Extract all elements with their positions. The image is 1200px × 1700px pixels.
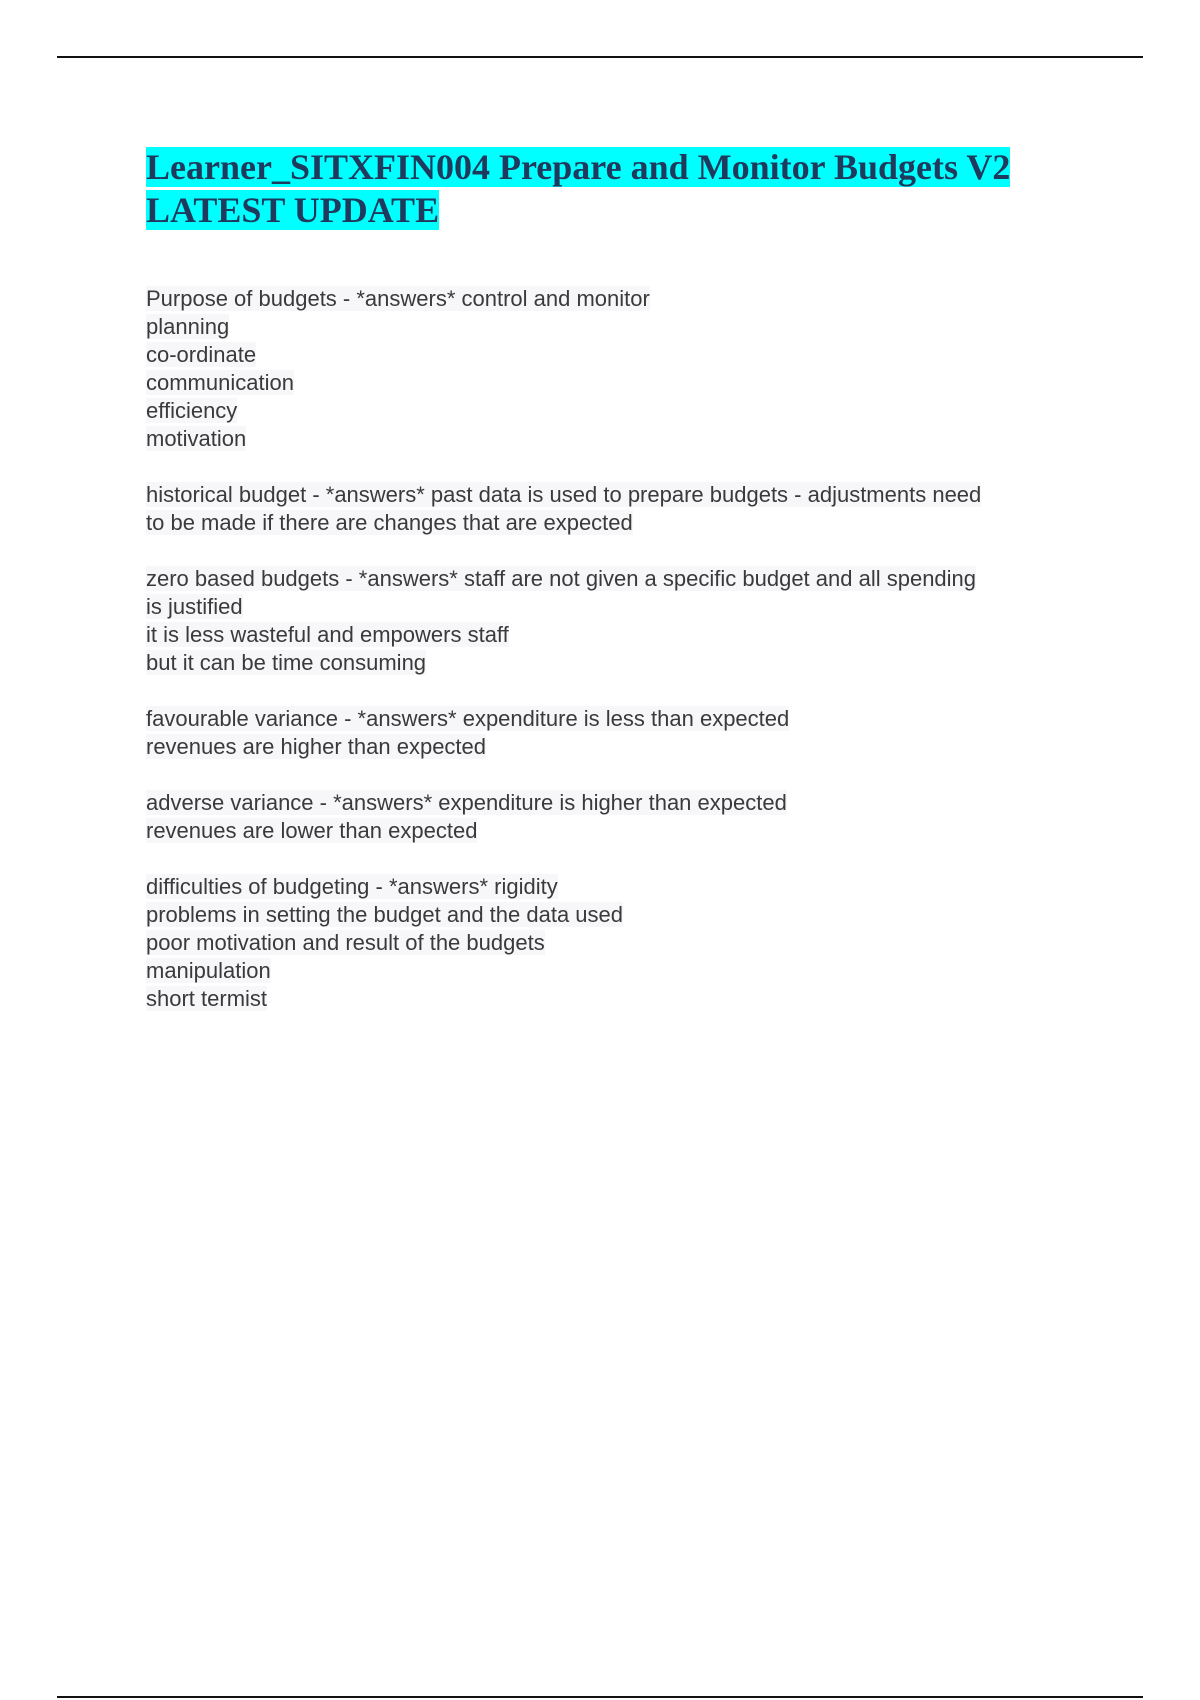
card-line: it is less wasteful and empowers staff	[146, 622, 509, 647]
card-line: planning	[146, 314, 230, 339]
card-line: short termist	[146, 986, 268, 1011]
card-line: efficiency	[146, 398, 238, 423]
bottom-rule	[57, 1696, 1143, 1698]
flashcard-adverse-variance	[146, 789, 1076, 845]
document-title	[146, 146, 1076, 232]
card-line: favourable variance - *answers* expenditure is less than expected	[146, 706, 790, 731]
card-line: adverse variance - *answers* expenditure is higher than expected	[146, 790, 787, 815]
card-line: difficulties of budgeting - *answers* rigidity	[146, 874, 558, 899]
flashcard-zero-based-budgets	[146, 565, 1076, 677]
flashcard-favourable-variance	[146, 705, 1076, 761]
card-line: communication	[146, 370, 294, 395]
title-line-1: Learner_SITXFIN004 Prepare and Monitor Budgets V2	[146, 147, 1011, 187]
title-line-2: LATEST UPDATE	[146, 190, 440, 230]
card-line: problems in setting the budget and the data used	[146, 902, 624, 927]
card-line: revenues are lower than expected	[146, 818, 478, 843]
top-rule	[57, 56, 1143, 58]
flashcard-historical-budget	[146, 481, 1076, 537]
card-line: motivation	[146, 426, 247, 451]
card-line: Purpose of budgets - *answers* control and monitor	[146, 286, 650, 311]
document-body	[146, 146, 1076, 1041]
flashcard-purpose-of-budgets	[146, 285, 1076, 453]
flashcard-list	[146, 285, 1076, 1013]
card-line: poor motivation and result of the budgets	[146, 930, 545, 955]
card-line: zero based budgets - *answers* staff are not given a specific budget and all spending	[146, 566, 977, 591]
card-line: manipulation	[146, 958, 271, 983]
card-line: historical budget - *answers* past data is used to prepare budgets - adjustments need	[146, 482, 982, 507]
card-line: is justified	[146, 594, 243, 619]
card-line: revenues are higher than expected	[146, 734, 487, 759]
flashcard-difficulties-of-budgeting	[146, 873, 1076, 1013]
card-line: co-ordinate	[146, 342, 257, 367]
card-line: to be made if there are changes that are expected	[146, 510, 633, 535]
card-line: but it can be time consuming	[146, 650, 427, 675]
